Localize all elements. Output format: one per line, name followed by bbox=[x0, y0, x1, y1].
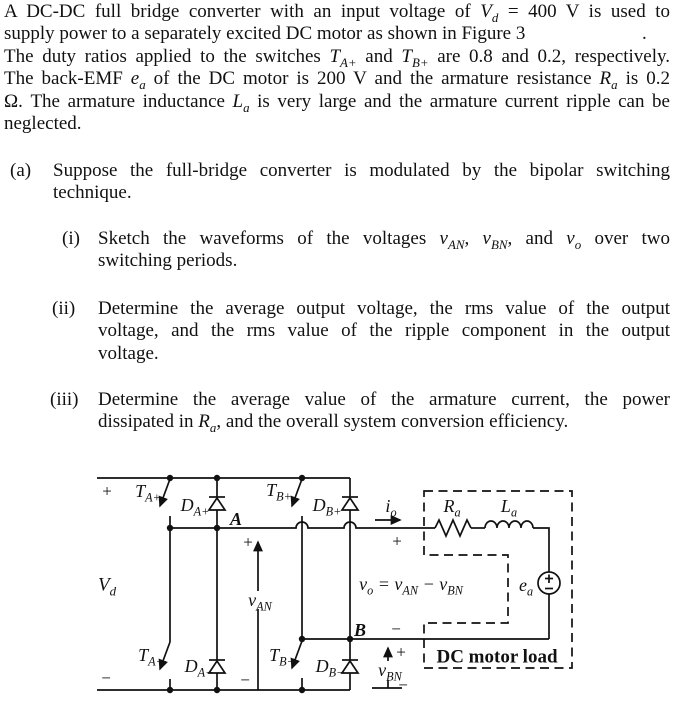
switch-TB-plus bbox=[292, 479, 302, 639]
van-minus-sign: − bbox=[240, 670, 250, 690]
label-dc-motor-load: DC motor load bbox=[436, 646, 558, 668]
text-line: Sketch the waveforms of the voltages $v_{AN}$, $v_{BN}$, and $v_o$ over two bbox=[98, 228, 671, 252]
emf-source bbox=[538, 572, 560, 639]
label-ea: $e_a$ bbox=[518, 575, 534, 599]
text-line: The back-EMF $e_a$ of the DC motor is 200 V and the armature resistance $R_a$ is 0.2 bbox=[4, 68, 670, 92]
label-tb-plus: $T_{B+}$ bbox=[266, 480, 292, 504]
label-node-A: A bbox=[229, 509, 243, 529]
armature-inductor bbox=[485, 521, 549, 572]
label-da-plus: $D_{A+}$ bbox=[180, 495, 210, 519]
text-line: neglected. bbox=[4, 112, 82, 134]
text-line: Ω. The armature inductance $L_a$ is very large and the armature current ripple can be bbox=[4, 90, 670, 115]
label-ta-plus: $T_{A+}$ bbox=[135, 481, 161, 505]
label-node-B: B bbox=[353, 620, 367, 640]
vo-plus-sign: + bbox=[392, 531, 402, 551]
vd-plus-sign: + bbox=[102, 481, 112, 501]
text-line: voltage, and the rms value of the ripple component in the output bbox=[98, 320, 670, 342]
vo-minus-sign: − bbox=[391, 619, 401, 639]
label-ta-minus: $T_{A-}$ bbox=[138, 645, 164, 669]
item-marker-a: (a) bbox=[10, 160, 32, 181]
text-line: dissipated in $R_a$, and the overall system conversion efficiency. bbox=[98, 411, 569, 436]
label-da-minus: $D_{A-}$ bbox=[184, 656, 214, 680]
label-vbn: $v_{BN}$ bbox=[378, 660, 402, 684]
van-plus-sign: + bbox=[243, 532, 253, 552]
armature-resistor bbox=[435, 520, 485, 536]
diode-DB-minus bbox=[342, 639, 358, 690]
label-tb-minus: $T_{B-}$ bbox=[269, 645, 295, 669]
vd-minus-sign: − bbox=[101, 668, 111, 688]
label-vo-equation: $v_o = v_{AN} - v_{BN}$ bbox=[359, 574, 463, 598]
vbn-minus-sign: − bbox=[398, 675, 408, 695]
label-vd: $V_d$ bbox=[97, 574, 117, 599]
text-line: A DC-DC full bridge converter with an input voltage of $V_d = 400$ V is used to bbox=[4, 1, 671, 25]
text-segment: supply power to a separately excited DC motor as shown in Figure 3 bbox=[4, 23, 526, 45]
diode-DB-plus bbox=[342, 478, 358, 639]
item-marker-i: (i) bbox=[62, 228, 80, 249]
label-la: $L_a$ bbox=[500, 496, 518, 520]
text-line: Suppose the full-bridge converter is modulated by the bipolar switching bbox=[53, 160, 670, 181]
label-van: $v_{AN}$ bbox=[248, 590, 272, 614]
text-line: switching periods. bbox=[98, 250, 238, 272]
text-line: Determine the average output voltage, the rms value of the output bbox=[98, 298, 670, 319]
text-line: technique. bbox=[53, 182, 132, 204]
item-marker-ii: (ii) bbox=[52, 298, 76, 319]
switch-TA-plus bbox=[160, 479, 170, 528]
label-io: $i_o$ bbox=[385, 496, 397, 520]
text-line: The duty ratios applied to the switches $T_{A+}$ and $T_{B+}$ are 0.8 and 0.2, respectively. bbox=[4, 45, 670, 70]
label-db-minus: $D_{B-}$ bbox=[315, 656, 345, 680]
figure-blank-period: . bbox=[642, 23, 647, 45]
label-ra: $R_a$ bbox=[443, 496, 461, 520]
vbn-plus-sign: + bbox=[396, 642, 406, 662]
diode-DA-plus bbox=[209, 478, 225, 528]
text-line: Determine the average value of the armature current, the power bbox=[98, 389, 670, 410]
item-marker-iii: (iii) bbox=[50, 389, 79, 410]
label-db-plus: $D_{B+}$ bbox=[312, 495, 342, 519]
text-line: voltage. bbox=[98, 342, 159, 364]
